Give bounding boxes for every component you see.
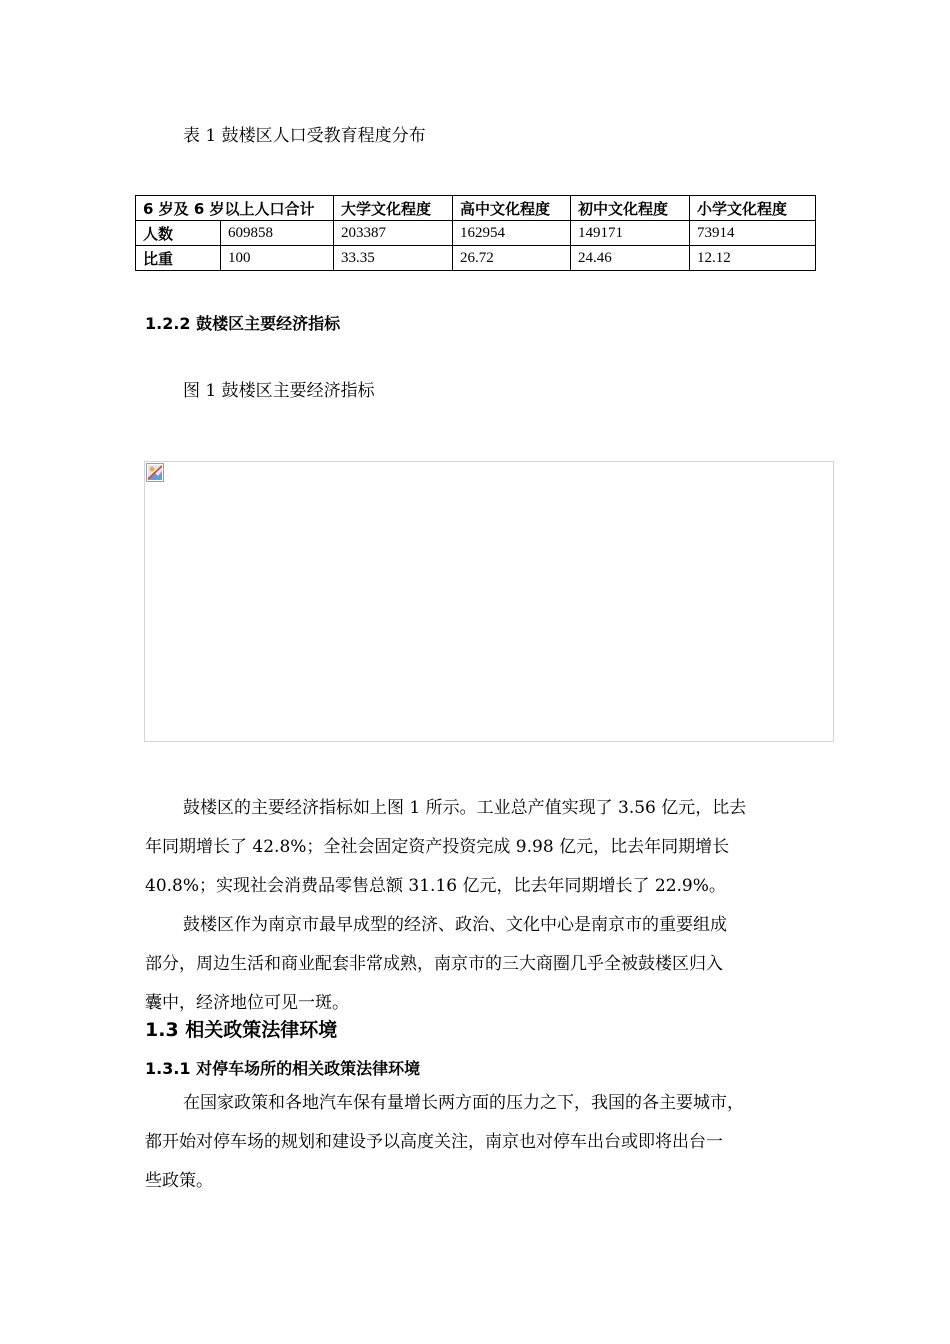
figure-caption: 图 1 鼓楼区主要经济指标 — [183, 381, 375, 401]
row-label: 比重 — [136, 246, 221, 271]
table-cell: 149171 — [571, 221, 690, 246]
table-header-cell: 6 岁及 6 岁以上人口合计 — [136, 196, 334, 221]
paragraph-district — [145, 906, 815, 1023]
paragraph-line: 都开始对停车场的规划和建设予以高度关注，南京也对停车出台或即将出台一 — [145, 1132, 723, 1152]
table-cell: 100 — [221, 246, 334, 271]
table-header-cell: 初中文化程度 — [571, 196, 690, 221]
paragraph-line: 些政策。 — [145, 1171, 213, 1191]
table-cell: 33.35 — [334, 246, 453, 271]
table-caption: 表 1 鼓楼区人口受教育程度分布 — [183, 126, 426, 146]
paragraph-line: 囊中，经济地位可见一斑。 — [145, 993, 349, 1013]
paragraph-line: 在国家政策和各地汽车保有量增长两方面的压力之下，我国的各主要城市， — [183, 1093, 744, 1113]
section-heading-1-2-2: 1.2.2 鼓楼区主要经济指标 — [145, 314, 341, 333]
paragraph-line: 40.8%；实现社会消费品零售总额 31.16 亿元，比去年同期增长了 22.9%。 — [145, 876, 726, 896]
table-header-cell: 高中文化程度 — [453, 196, 571, 221]
paragraph-line: 鼓楼区作为南京市最早成型的经济、政治、文化中心是南京市的重要组成 — [183, 915, 727, 935]
paragraph-line: 鼓楼区的主要经济指标如上图 1 所示。工业总产值实现了 3.56 亿元，比去 — [183, 798, 747, 818]
paragraph-policy — [145, 1084, 815, 1201]
section-heading-1-3: 1.3 相关政策法律环境 — [145, 1019, 338, 1041]
table-cell: 12.12 — [690, 246, 816, 271]
paragraph-line: 年同期增长了 42.8%；全社会固定资产投资完成 9.98 亿元，比去年同期增长 — [145, 837, 730, 857]
table-cell: 609858 — [221, 221, 334, 246]
row-label: 人数 — [136, 221, 221, 246]
table-header-cell: 大学文化程度 — [334, 196, 453, 221]
table-row — [136, 246, 816, 271]
table-header-row — [136, 196, 816, 221]
table-cell: 26.72 — [453, 246, 571, 271]
table-cell: 73914 — [690, 221, 816, 246]
table-header-cell: 小学文化程度 — [690, 196, 816, 221]
section-heading-1-3-1: 1.3.1 对停车场所的相关政策法律环境 — [145, 1059, 421, 1078]
education-table — [135, 195, 816, 271]
table-cell: 24.46 — [571, 246, 690, 271]
broken-image-icon — [146, 463, 164, 482]
paragraph-economy — [145, 789, 815, 906]
paragraph-line: 部分，周边生活和商业配套非常成熟，南京市的三大商圈几乎全被鼓楼区归入 — [145, 954, 723, 974]
table-cell: 203387 — [334, 221, 453, 246]
table-cell: 162954 — [453, 221, 571, 246]
table-row — [136, 221, 816, 246]
figure-image-placeholder — [144, 461, 834, 742]
